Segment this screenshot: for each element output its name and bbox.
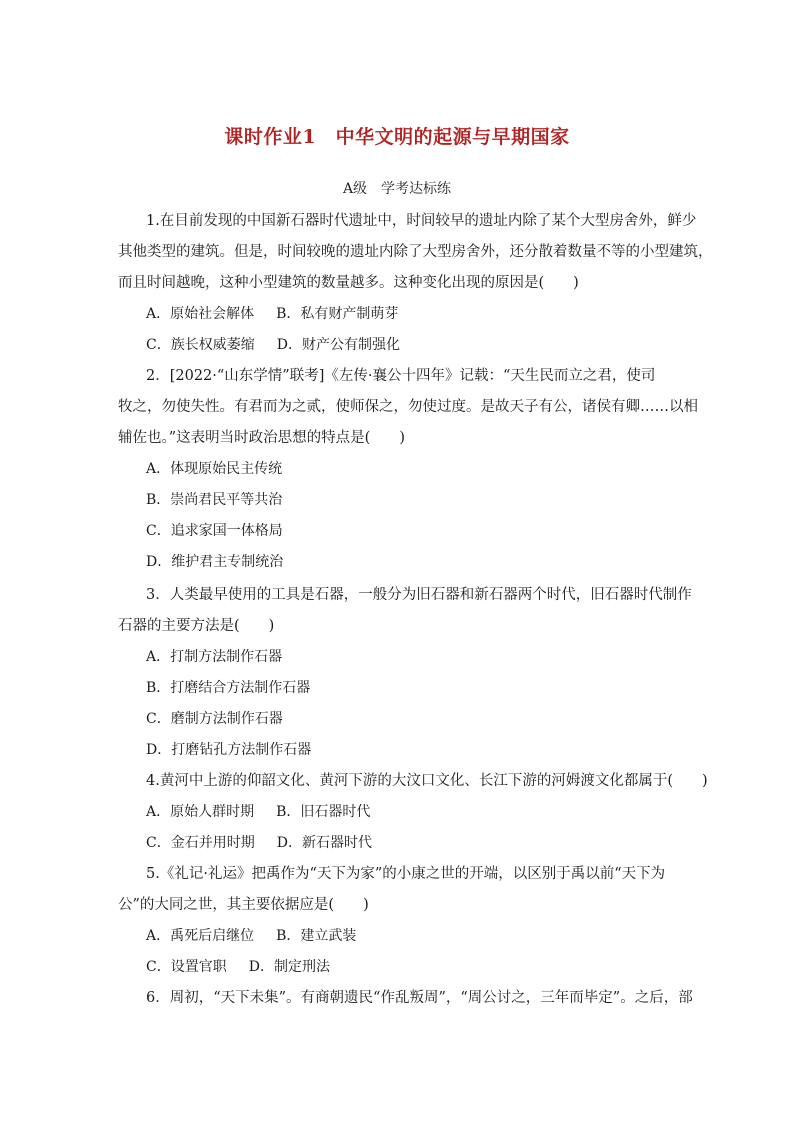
- q5-line-2: 公”的大同之世，其主要依据应是( ): [118, 897, 369, 913]
- q5-option-d[interactable]: D．制定刑法: [248, 959, 330, 975]
- q3-line-1: 3．人类最早使用的工具是石器，一般分为旧石器和新石器两个时代，旧石器时代制作: [146, 587, 692, 603]
- q4-option-c[interactable]: C．金石并用时期: [146, 835, 255, 851]
- q1-options-row-2: [146, 335, 400, 355]
- q4-line-1: 4.黄河中上游的仰韶文化、黄河下游的大汶口文化、长江下游的河姆渡文化都属于( ): [146, 773, 708, 789]
- q1-option-c[interactable]: C．族长权威萎缩: [146, 337, 255, 353]
- q4-option-d[interactable]: D．新石器时代: [276, 835, 372, 851]
- q3-option-d[interactable]: D．打磨钻孔方法制作石器: [146, 742, 312, 758]
- q5-option-c[interactable]: C．设置官职: [146, 959, 227, 975]
- q3-option-a[interactable]: A．打制方法制作石器: [146, 649, 283, 665]
- q5-option-a[interactable]: A．禹死后启继位: [146, 928, 255, 944]
- q4-option-a[interactable]: A．原始人群时期: [146, 804, 255, 820]
- q2-line-3: 辅佐也。”这表明当时政治思想的特点是( ): [118, 430, 405, 446]
- q2-option-a[interactable]: A．体现原始民主传统: [146, 461, 283, 477]
- q3-line-2: 石器的主要方法是( ): [118, 618, 275, 634]
- q3-option-c[interactable]: C．磨制方法制作石器: [146, 711, 283, 727]
- q2-line-1: 2．[2022·“山东学情”联考]《左传·襄公十四年》记载：“天生民而立之君，使司: [146, 368, 656, 384]
- page-title: 课时作业1 中华文明的起源与早期国家: [224, 126, 570, 148]
- q1-option-a[interactable]: A．原始社会解体: [146, 306, 255, 322]
- q5-line-1: 5.《礼记·礼运》把禹作为“天下为家”的小康之世的开端，以区别于禹以前“天下为: [146, 866, 666, 882]
- q2-option-d[interactable]: D．维护君主专制统治: [146, 554, 284, 570]
- q1-option-d[interactable]: D．财产公有制强化: [276, 337, 400, 353]
- q1-line-1: 1.在目前发现的中国新石器时代遗址中，时间较早的遗址内除了某个大型房舍外，鲜少: [146, 213, 697, 229]
- q5-option-b[interactable]: B．建立武装: [276, 928, 357, 944]
- q2-option-b[interactable]: B．崇尚君民平等共治: [146, 492, 283, 508]
- q2-line-2: 牧之，勿使失性。有君而为之贰，使师保之，勿使过度。是故天子有公，诸侯有卿……以相: [118, 399, 698, 415]
- q2-option-c[interactable]: C．追求家国一体格局: [146, 523, 283, 539]
- section-level-heading: A级 学考达标练: [342, 181, 452, 197]
- q4-option-b[interactable]: B．旧石器时代: [276, 804, 371, 820]
- q1-line-2: 其他类型的建筑。但是，时间较晚的遗址内除了大型房舍外，还分散着数量不等的小型建筑，: [118, 244, 713, 260]
- q5-options-row-1: [146, 926, 356, 946]
- q4-options-row-2: [146, 833, 372, 853]
- q5-options-row-2: [146, 957, 330, 977]
- q4-options-row-1: [146, 802, 370, 822]
- q1-line-3: 而且时间越晚，这种小型建筑的数量越多。这种变化出现的原因是( ): [118, 275, 579, 291]
- q1-options-row-1: [146, 304, 398, 324]
- q3-option-b[interactable]: B．打磨结合方法制作石器: [146, 680, 311, 696]
- q6-line-1: 6．周初，“天下未集”。有商朝遗民“作乱叛周”，“周公讨之，三年而毕定”。之后，部: [146, 990, 693, 1006]
- q1-option-b[interactable]: B．私有财产制萌芽: [276, 306, 399, 322]
